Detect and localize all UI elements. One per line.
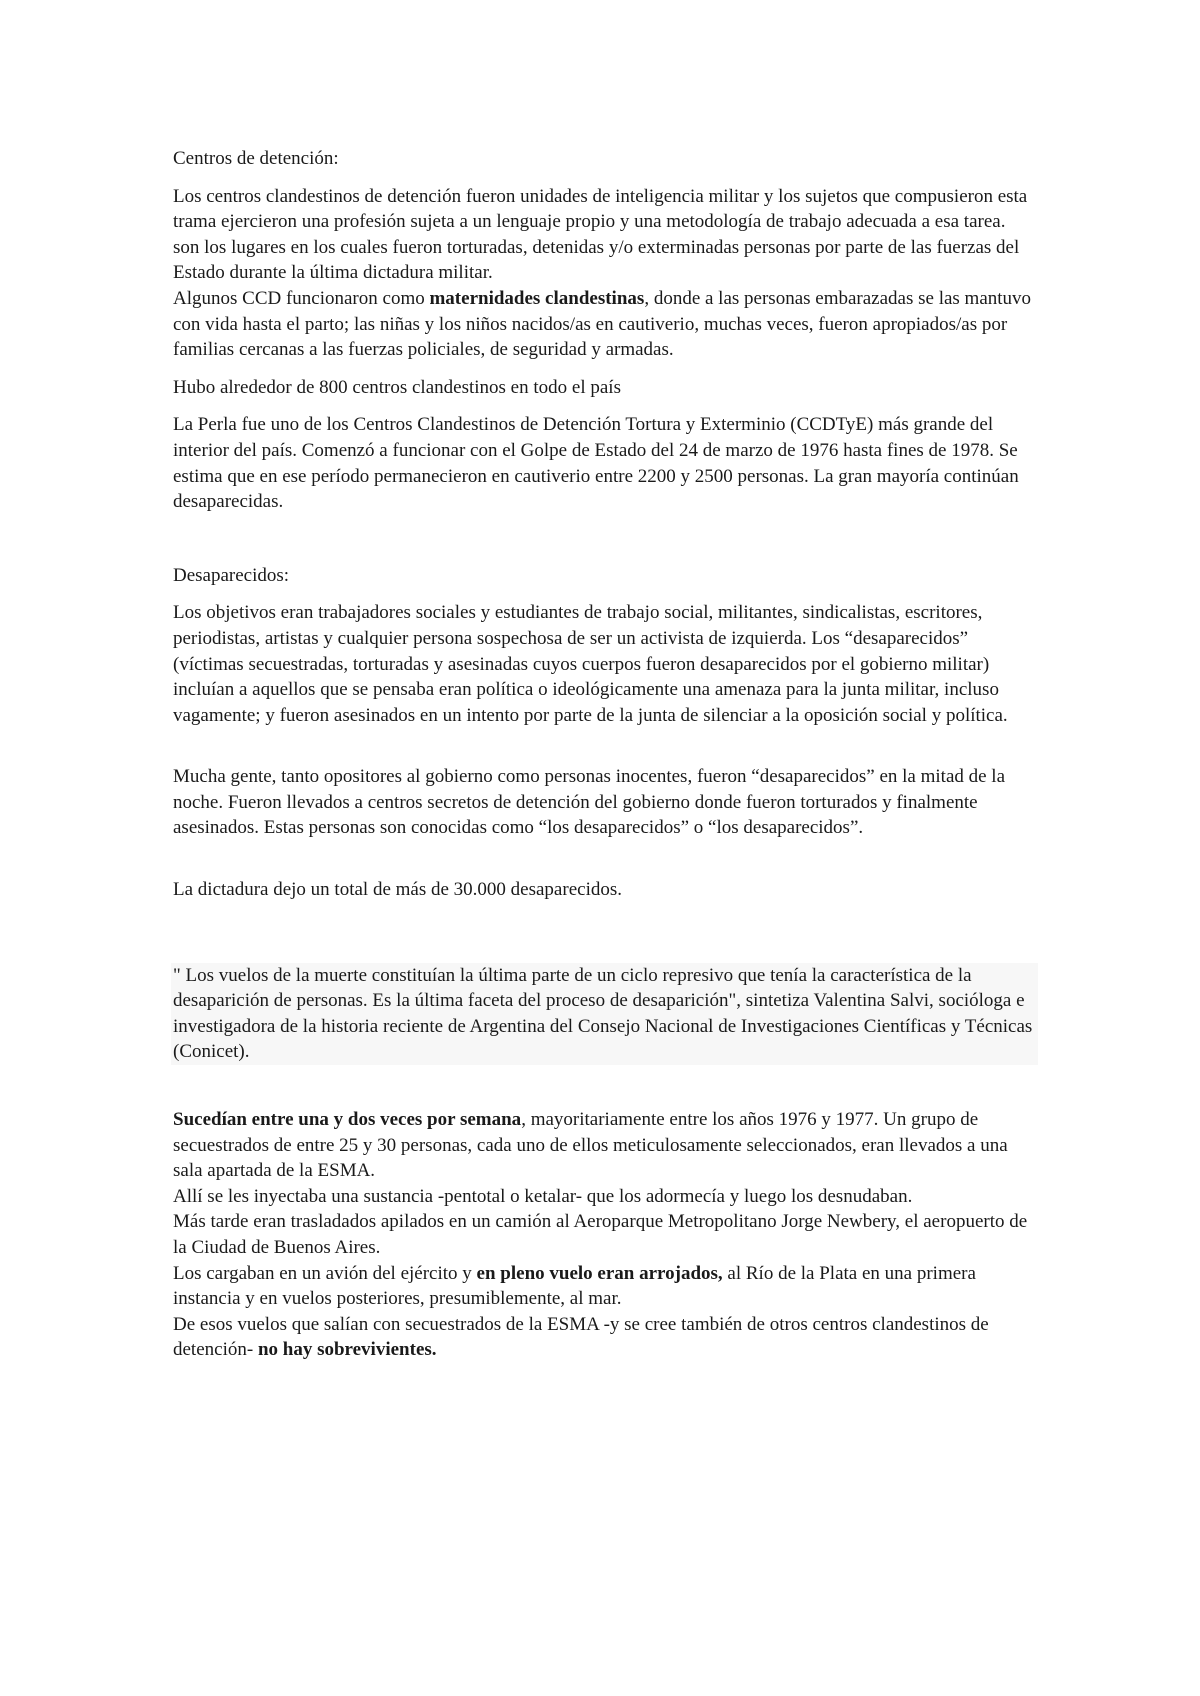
paragraph-sobrevivientes: De esos vuelos que salían con secuestrados de la ESMA -y se cree también de otros centros clandestinos de detención- no hay sobrevivientes. — [173, 1313, 989, 1361]
paragraph-inyectaba: Allí se les inyectaba una sustancia -pentotal o ketalar- que los adormecía y luego los desnudaban. — [173, 1185, 913, 1207]
paragraph-total-desaparecidos: La dictadura dejo un total de más de 30.000 desaparecidos. — [173, 879, 622, 901]
heading-desaparecidos: Desaparecidos: — [173, 564, 290, 586]
paragraph-sucedian: Sucedían entre una y dos veces por semana, mayoritariamente entre los años 1976 y 1977. Un grupo de secuestrados de entre 25 y 30 personas, cada uno de ellos meticulosamente seleccionados, eran llevados a una sala apartada de la ESMA. — [173, 1109, 1008, 1182]
paragraph-800-centros: Hubo alrededor de 800 centros clandestinos en todo el país — [173, 376, 621, 398]
paragraph-la-perla: La Perla fue uno de los Centros Clandestinos de Detención Tortura y Exterminio (CCDTyE) más grande del interior del país. Comenzó a funcionar con el Golpe de Estado del 24 de marzo de 1976 hasta fines de 1978. Se estima que en ese período permanecieron en cautiverio entre 2200 y 2500 personas. La gran mayoría continúan desaparecidas. — [173, 414, 1019, 513]
paragraph-trasladados: Más tarde eran trasladados apilados en un camión al Aeroparque Metropolitano Jorge Newbery, el aeropuerto de la Ciudad de Buenos Aires. — [173, 1211, 1028, 1258]
quote-vuelos-muerte: " Los vuelos de la muerte constituían la última parte de un ciclo represivo que tenía la característica de la desaparición de personas. Es la última faceta del proceso de desaparición", sintetiza Valentina Salvi, socióloga e investigadora de la historia reciente de Argentina del Consejo Nacional de Investigaciones Científicas y Técnicas (Conicet). — [171, 963, 1038, 1065]
paragraph-centros-definition: Los centros clandestinos de detención fueron unidades de inteligencia militar y los sujetos que compusieron esta trama ejercieron una profesión sujeta a un lenguaje propio y una metodología de trabajo adecuada a esa tarea. — [173, 185, 1028, 233]
heading-centros: Centros de detención: — [173, 148, 339, 169]
paragraph-centros-lugares: son los lugares en los cuales fueron torturadas, detenidas y/o exterminadas personas por parte de las fuerzas del Estado durante la última dictadura militar. — [173, 236, 1020, 284]
paragraph-objetivos: Los objetivos eran trabajadores sociales y estudiantes de trabajo social, militantes, sindicalistas, escritores, periodistas, artistas y cualquier persona sospechosa de ser un activista de izquierda. Los “desaparecidos” (víctimas secuestradas, torturadas y asesinadas cuyos cuerpos fueron desaparecidos por el gobierno militar) incluían a aquellos que se pensaba eran política o ideológicamente una amenaza para la junta militar, incluso vagamente; y fueron asesinados en un intento por parte de la junta de silenciar a la oposición social y política. — [173, 602, 1008, 726]
bold-arrojados: en pleno vuelo eran arrojados, — [476, 1262, 723, 1284]
paragraph-maternidades: Algunos CCD funcionaron como maternidades clandestinas, donde a las personas embarazadas se las mantuvo con vida hasta el parto; las niñas y los niños nacidos/as en cautiverio, muchas veces, fueron apropiados/as por familias cercanas a las fuerzas policiales, de seguridad y armadas. — [173, 287, 1032, 361]
document-body — [173, 146, 1038, 1363]
bold-maternidades: maternidades clandestinas — [429, 287, 645, 309]
paragraph-cargaban: Los cargaban en un avión del ejército y en pleno vuelo eran arrojados, al Río de la Plata en una primera instancia y en vuelos posteriores, presumiblemente, al mar. — [173, 1262, 976, 1310]
bold-sucedian: Sucedían entre una y dos veces por semana — [173, 1109, 522, 1131]
paragraph-mucha-gente: Mucha gente, tanto opositores al gobierno como personas inocentes, fueron “desaparecidos” en la mitad de la noche. Fueron llevados a centros secretos de detención del gobierno donde fueron torturados y finalmente asesinados. Estas personas son conocidas como “los desaparecidos” o “los desaparecidos”. — [173, 766, 1006, 839]
bold-sobrevivientes: no hay sobrevivientes. — [257, 1339, 437, 1361]
section-vuelos — [173, 1107, 1038, 1363]
